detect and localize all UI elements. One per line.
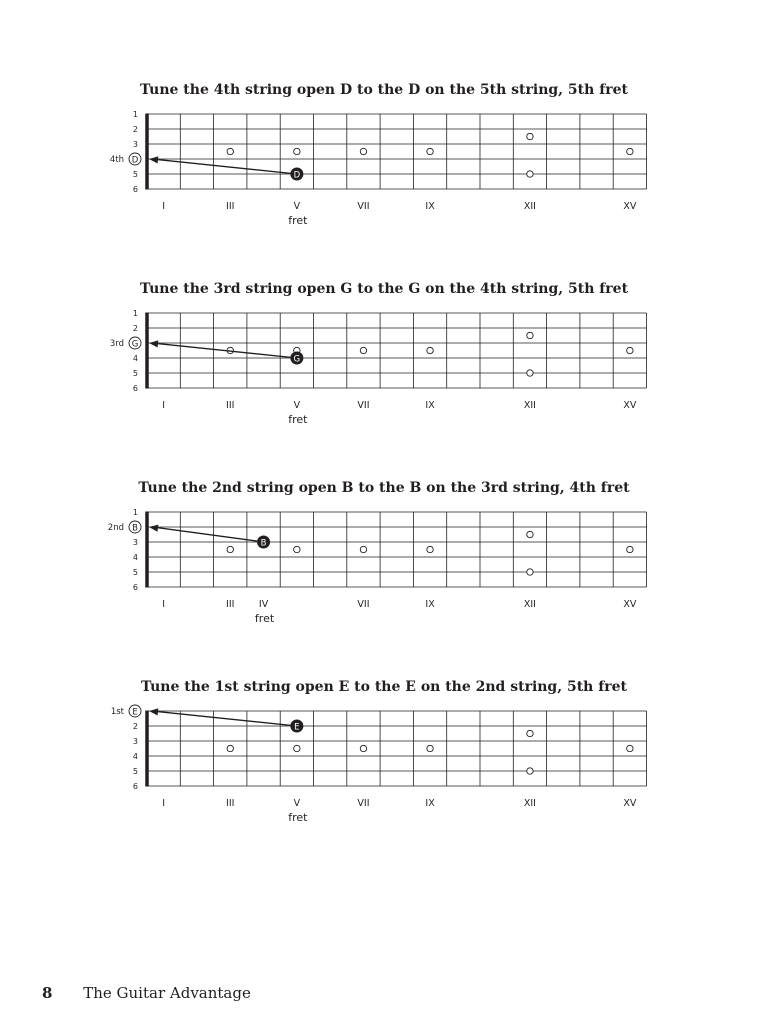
fretted-note-label: E — [294, 722, 300, 733]
inlay-dot — [427, 546, 433, 552]
open-string-label: 1st — [110, 707, 124, 717]
fret-caption: fret — [288, 413, 308, 426]
arrow-head — [149, 156, 158, 163]
fret-number: I — [162, 798, 166, 809]
book-title: The Guitar Advantage — [83, 984, 251, 1002]
inlay-dot — [627, 148, 633, 154]
fret-number: XII — [523, 599, 537, 610]
inlay-dot — [427, 745, 433, 751]
arrow-head — [149, 525, 158, 532]
string-number: 4 — [132, 752, 138, 761]
tuning-diagram — [0, 82, 768, 232]
arrow-line — [155, 711, 297, 726]
inlay-dot — [527, 171, 533, 177]
fretted-note-label: G — [293, 354, 301, 365]
inlay-dot — [227, 148, 233, 154]
string-number: 3 — [132, 737, 138, 746]
inlay-dot — [227, 745, 233, 751]
inlay-dot — [427, 347, 433, 353]
fret-number: III — [226, 400, 235, 411]
string-number: 6 — [132, 384, 138, 393]
string-number: 5 — [132, 767, 138, 776]
fretboard-diagram — [0, 679, 768, 829]
fret-number: VII — [357, 798, 370, 809]
tuning-diagram — [0, 480, 768, 630]
diagram-title: Tune the 3rd string open G to the G on the 4th string, 5th fret — [139, 281, 629, 297]
fret-number: XII — [523, 201, 537, 212]
fret-number: IX — [425, 400, 435, 411]
string-number: 4 — [132, 354, 138, 363]
fret-number: XV — [623, 201, 637, 212]
fret-number: VII — [357, 201, 370, 212]
fret-number: I — [162, 599, 166, 610]
string-number: 2 — [132, 125, 138, 134]
page-footer — [42, 984, 251, 1002]
fretboard-diagram — [0, 281, 768, 431]
diagram-title: Tune the 4th string open D to the D on the 5th string, 5th fret — [140, 82, 628, 98]
string-number: 3 — [132, 140, 138, 149]
fret-number: XV — [623, 798, 637, 809]
open-note-label: E — [132, 707, 138, 718]
fret-caption: fret — [288, 811, 308, 824]
inlay-dot — [360, 745, 366, 751]
fret-number: VII — [357, 599, 370, 610]
inlay-dot — [227, 546, 233, 552]
inlay-dot — [427, 148, 433, 154]
string-number: 1 — [132, 309, 138, 318]
string-number: 1 — [132, 508, 138, 517]
fret-number: I — [162, 400, 166, 411]
inlay-dot — [527, 768, 533, 774]
fret-caption: fret — [288, 214, 308, 227]
string-number: 5 — [132, 369, 138, 378]
page-number: 8 — [42, 984, 53, 1002]
fret-number: III — [226, 798, 235, 809]
fret-number: V — [293, 201, 301, 212]
fret-number: I — [162, 201, 166, 212]
inlay-dot — [360, 148, 366, 154]
open-note-label: B — [132, 523, 138, 534]
inlay-dot — [527, 730, 533, 736]
fret-number: III — [226, 201, 235, 212]
fret-number: XII — [523, 400, 537, 411]
string-number: 4 — [132, 553, 138, 562]
inlay-dot — [527, 133, 533, 139]
tuning-diagram — [0, 679, 768, 829]
arrow-head — [149, 708, 158, 715]
inlay-dot — [294, 148, 300, 154]
inlay-dot — [360, 347, 366, 353]
string-number: 6 — [132, 782, 138, 791]
fret-number: XII — [523, 798, 537, 809]
fret-number: IX — [425, 201, 435, 212]
fretboard-diagram — [0, 480, 768, 630]
inlay-dot — [527, 569, 533, 575]
fret-number: XV — [623, 599, 637, 610]
diagram-title: Tune the 2nd string open B to the B on the 3rd string, 4th fret — [138, 480, 630, 496]
fret-number: IX — [425, 798, 435, 809]
open-string-label: 4th — [109, 155, 124, 165]
string-number: 6 — [132, 185, 138, 194]
inlay-dot — [294, 546, 300, 552]
fretted-note-label: B — [260, 538, 267, 549]
fret-number: V — [293, 400, 301, 411]
open-string-label: 2nd — [107, 523, 124, 533]
arrow-line — [155, 159, 297, 174]
string-number: 5 — [132, 170, 138, 179]
fretted-note-label: D — [293, 170, 301, 181]
fret-number: IX — [425, 599, 435, 610]
inlay-dot — [360, 546, 366, 552]
fretboard-diagram — [0, 82, 768, 232]
inlay-dot — [627, 347, 633, 353]
arrow-head — [149, 340, 158, 347]
inlay-dot — [294, 745, 300, 751]
string-number: 5 — [132, 568, 138, 577]
fret-number: III — [226, 599, 235, 610]
inlay-dot — [527, 531, 533, 537]
string-number: 6 — [132, 583, 138, 592]
open-note-label: G — [131, 339, 139, 350]
string-number: 2 — [132, 324, 138, 333]
inlay-dot — [527, 370, 533, 376]
arrow-line — [155, 343, 297, 358]
string-number: 1 — [132, 110, 138, 119]
fret-caption: fret — [254, 612, 275, 625]
tuning-diagram — [0, 281, 768, 431]
fret-number: V — [293, 798, 301, 809]
inlay-dot — [527, 332, 533, 338]
fret-number: VII — [357, 400, 370, 411]
inlay-dot — [627, 745, 633, 751]
diagram-title: Tune the 1st string open E to the E on the 2nd string, 5th fret — [140, 679, 628, 695]
fret-number: IV — [258, 599, 269, 610]
fret-number: XV — [623, 400, 637, 411]
inlay-dot — [627, 546, 633, 552]
string-number: 3 — [132, 538, 138, 547]
open-string-label: 3rd — [109, 339, 124, 349]
string-number: 2 — [132, 722, 138, 731]
open-note-label: D — [131, 155, 139, 166]
